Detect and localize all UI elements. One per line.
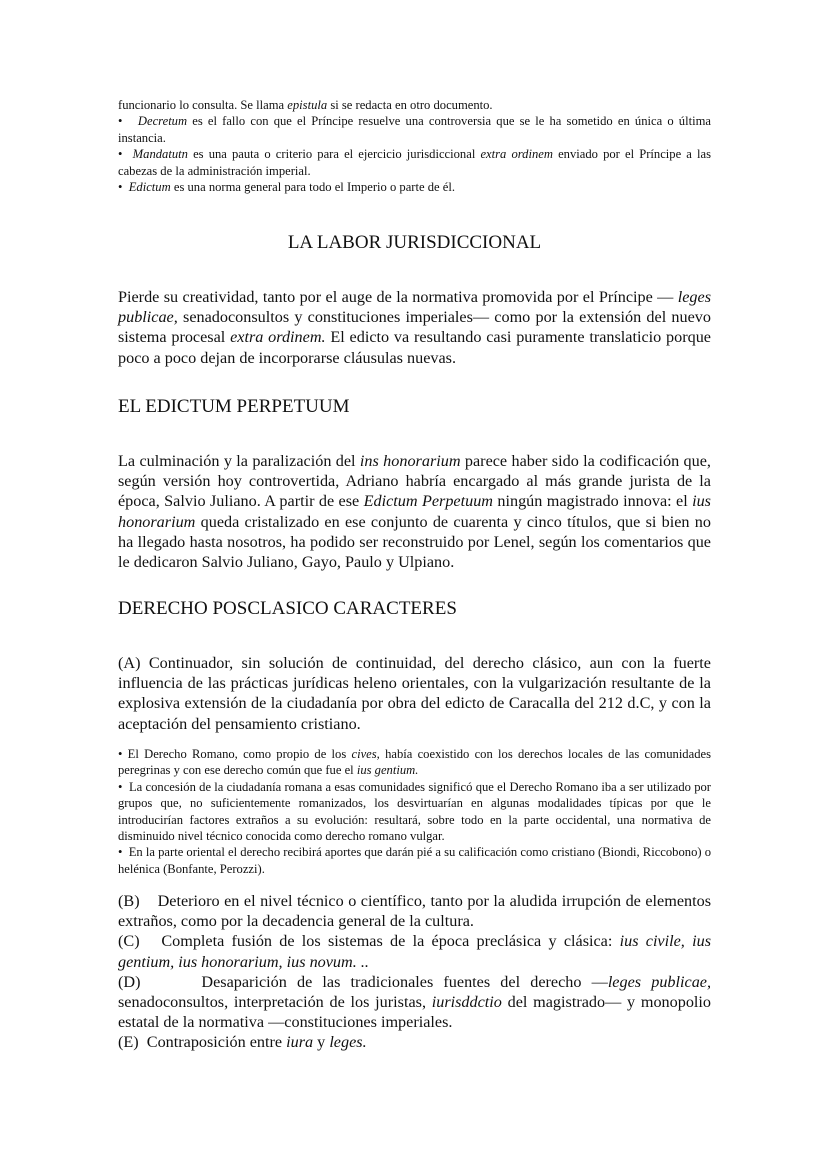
italic-term: Decretum — [137, 114, 188, 129]
intro-line — [118, 97, 711, 113]
italic-term: cives, — [351, 747, 380, 761]
text: En la parte oriental el derecho recibirá aportes que darán pié a su calificación como cristiano (Biondi, Riccobono) o helénica (Bonfante, Perozzi). — [118, 845, 712, 876]
italic-term: ius honorarium — [118, 492, 711, 531]
italic-term: leges publicae, — [118, 288, 712, 327]
text: El edicto va resultando casi puramente translaticio porque poco a poco dejan de incorporarse cláusulas nuevas. — [118, 328, 711, 367]
heading-labor-jurisdiccional: LA LABOR JURISDICCIONAL — [287, 232, 542, 253]
item-label: (C) — [118, 932, 140, 951]
bullet-mandatum — [118, 146, 711, 179]
top-fragment — [118, 97, 711, 195]
bullet-edictum — [118, 179, 711, 195]
bullet-icon: • — [118, 845, 123, 860]
text: parece haber sido la codificación que, según versión hoy controvertida, Adriano habría encargado al más grande jurista de la época, Salvio Juliano. A partir de ese — [118, 452, 711, 511]
text: y — [313, 1033, 330, 1052]
item-label: (B) — [118, 892, 140, 910]
text: senadoconsultos, interpretación de los juristas, — [118, 993, 432, 1012]
italic-term: extra ordinem. — [230, 328, 326, 347]
posclasico-bullets — [118, 746, 711, 877]
text: La concesión de la ciudadanía romana a esas comunidades significó que el Derecho Romano iba a ser utilizado por grupos que, no suficientemente romanizados, los desvirtuarían en algunas modalidades típicas por que le introducirían factores extraños a su evolución: resultará, sobre todo en la parte occidental, una normativa de disminuido nivel técnico conocida como derecho romano vulgar. — [118, 779, 711, 844]
italic-term: Mandatutn — [132, 147, 188, 162]
italic-term: ins honorarium — [359, 452, 461, 470]
text: Desaparición de las tradicionales fuentes del derecho — — [201, 972, 608, 991]
text: Pierde su creatividad, tanto por el auge de la normativa promovida por el Príncipe — — [118, 288, 674, 306]
paragraph-labor — [118, 287, 711, 368]
text: enviado por el Príncipe a las cabezas de la administración imperial. — [118, 147, 711, 178]
text: Completa fusión de los sistemas de la época preclásica y clásica: — [161, 932, 620, 951]
bullet-icon: • — [118, 747, 123, 761]
text: funcionario lo consulta. Se llama — [118, 98, 288, 112]
text: El Derecho Romano, como propio de los — [127, 747, 352, 761]
text: es una pauta o criterio para el ejercicio jurisdiccional — [187, 147, 481, 162]
bullet-icon: • — [118, 147, 123, 162]
item-e — [118, 1032, 711, 1052]
text: queda cristalizado en ese conjunto de cuarenta y cinco títulos, que si bien no ha llegado hasta nosotros, ha podido ser reconstruido por Lenel, según los comentarios que le dedicaron Salvio Juliano, Gayo, Paulo y Ulpiano. — [118, 512, 711, 572]
italic-term: leges. — [329, 1033, 367, 1052]
italic-term: Edictum Perpetuum — [363, 492, 493, 511]
text: es una norma general para todo el Imperio o parte de él. — [170, 180, 455, 195]
text: Deterioro en el nivel técnico o científico, tanto por la aludida irrupción de elementos extraños, como por la decadencia general de la cultura. — [118, 892, 711, 931]
items-b-to-e — [118, 891, 711, 1053]
text: ningún magistrado innova: el — [493, 492, 693, 511]
bullet-ciudadania — [118, 779, 711, 845]
text: Contraposición entre — [146, 1033, 287, 1052]
italic-term: iura — [286, 1033, 314, 1052]
item-label: (E) — [118, 1033, 139, 1052]
heading-edictum-perpetuum: EL EDICTUM PERPETUUM — [118, 396, 350, 417]
italic-term: Edictum — [128, 180, 171, 195]
bullet-cives — [118, 746, 711, 779]
italic-term: iurisddctio — [431, 993, 502, 1012]
italic-term: epistula — [287, 98, 328, 112]
text: había coexistido con los derechos locales de las comunidades peregrinas y con ese derecho común que fue el — [118, 747, 711, 778]
italic-term: ius civile, ius gentium, ius honorarium, ius novum. .. — [118, 932, 711, 971]
bullet-oriental — [118, 844, 711, 877]
paragraph-edictum — [118, 451, 711, 572]
item-a: (A) Continuador, sin solución de continuidad, del derecho clásico, aun con la fuerte influencia de las prácticas jurídicas heleno orientales, con la vulgarización resultante de la explosiva extensión de la ciudadanía por obra del edicto de Caracalla del 212 d.C, y con la aceptación del pensamiento cristiano. — [118, 654, 711, 733]
bullet-icon: • — [118, 180, 123, 195]
bullet-icon: • — [118, 779, 123, 794]
item-b — [118, 891, 711, 931]
italic-term: ius gentium. — [356, 763, 419, 778]
text: del magistrado— y monopolio estatal de la normativa —constituciones imperiales. — [118, 993, 711, 1032]
text: La culminación y la paralización del — [118, 452, 360, 470]
bullet-decretum — [118, 113, 711, 146]
item-c — [118, 931, 711, 971]
italic-term: leges publicae, — [607, 972, 712, 991]
item-label: (D) — [118, 972, 141, 991]
item-d — [118, 972, 711, 1033]
heading-derecho-posclasico: DERECHO POSCLASICO CARACTERES — [118, 598, 457, 619]
bullet-icon: • — [118, 114, 123, 129]
text: si se redacta en otro documento. — [327, 98, 493, 112]
italic-term: extra ordinem — [480, 147, 553, 162]
text: es el fallo con que el Príncipe resuelve una controversia que se le ha sometido en única o última instancia. — [118, 114, 711, 145]
text: senadoconsultos y constituciones imperiales— como por la extensión del nuevo sistema procesal — [118, 308, 711, 347]
